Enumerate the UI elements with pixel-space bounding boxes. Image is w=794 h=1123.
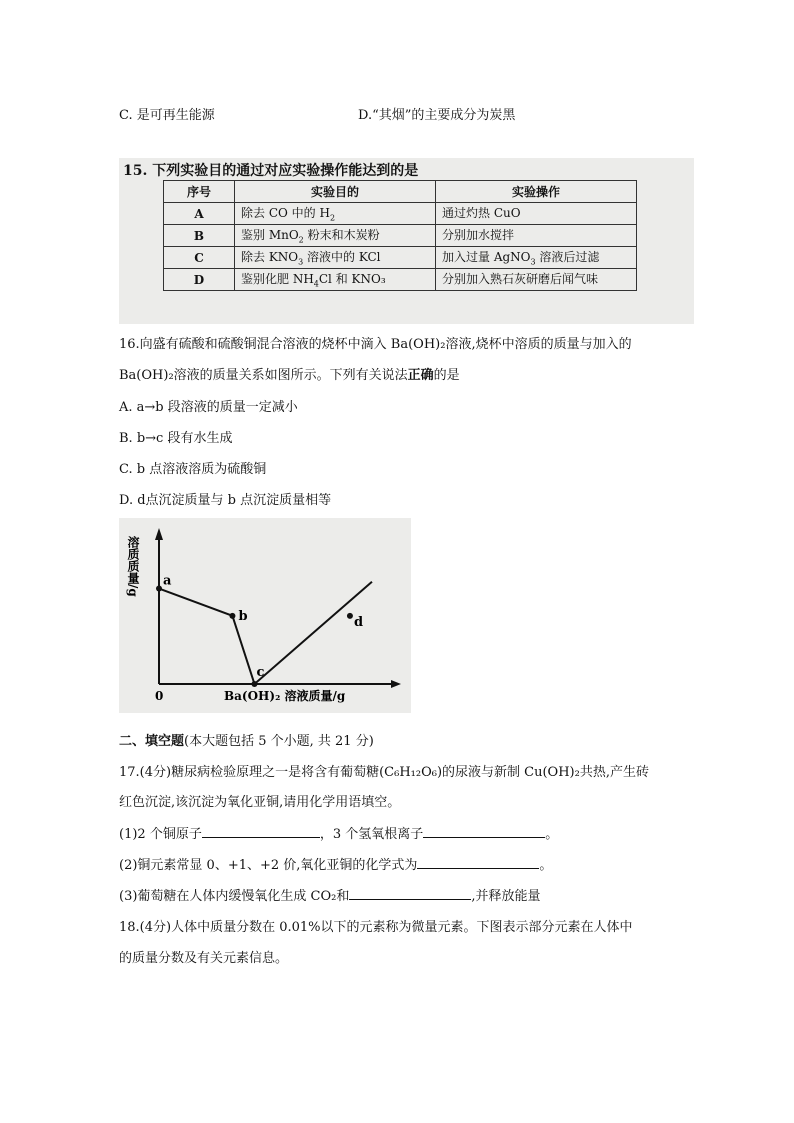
- row-id: A: [164, 203, 235, 225]
- point-label-d: d: [353, 614, 364, 630]
- q15-table: [163, 180, 637, 291]
- q16-option-a: A. a→b 段溶液的质量一定减小: [119, 400, 298, 415]
- row-operation: 分别加水搅拌: [436, 225, 637, 247]
- y-axis-arrow: [155, 528, 163, 540]
- series-line-abc: [159, 589, 254, 684]
- header-operation: 实验操作: [436, 181, 637, 203]
- point-label-b: b: [238, 608, 248, 624]
- q17-line2: 红色沉淀,该沉淀为氧化亚铜,请用化学用语填空。: [119, 795, 401, 810]
- row-goal: 除去 CO 中的 $H_2$: [235, 203, 436, 225]
- q16-option-c: C. b 点溶液溶质为硫酸铜: [119, 462, 267, 477]
- series-line-cd: [254, 582, 372, 684]
- row-operation: 加入过量 AgNO$_3$ 溶液后过滤: [436, 247, 637, 269]
- origin-label: 0: [155, 689, 164, 703]
- row-id: B: [164, 225, 235, 247]
- q18-line1: 18.(4分)人体中质量分数在 0.01%以下的元素称为微量元素。下图表示部分元素在人体中: [119, 920, 633, 935]
- table-row: [164, 247, 637, 269]
- row-operation: 分别加入熟石灰研磨后闻气味: [436, 269, 637, 291]
- header-id: 序号: [164, 181, 235, 203]
- q18-line2: 的质量分数及有关元素信息。: [119, 951, 289, 966]
- row-goal: 鉴别化肥 $NH_4Cl$ 和 KNO₃: [235, 269, 436, 291]
- option-c-previous: C. 是可再生能源: [119, 108, 215, 123]
- answer-blank[interactable]: [423, 825, 545, 838]
- q16-chart: [119, 518, 411, 713]
- row-id: C: [164, 247, 235, 269]
- q16-line1: 16.向盛有硫酸和硫酸铜混合溶液的烧杯中滴入 Ba(OH)₂溶液,烧杯中溶质的质量与加入的: [119, 337, 632, 352]
- q17-sub3: (3)葡萄糖在人体内缓慢氧化生成 CO₂和 ,并释放能量: [119, 889, 541, 904]
- answer-blank[interactable]: [349, 887, 471, 900]
- table-row: [164, 269, 637, 291]
- row-id: D: [164, 269, 235, 291]
- q16-option-b: B. b→c 段有水生成: [119, 431, 233, 446]
- q16-option-d: D. d点沉淀质量与 b 点沉淀质量相等: [119, 493, 332, 508]
- x-axis-arrow: [391, 680, 401, 688]
- q17-line1: 17.(4分)糖尿病检验原理之一是将含有葡萄糖(C₆H₁₂O₆)的尿液与新制 Cu(OH)₂共热,产生砖: [119, 765, 649, 780]
- q16-line2: Ba(OH)₂溶液的质量关系如图所示。下列有关说法正确的是: [119, 368, 460, 383]
- point-d: [347, 613, 353, 619]
- answer-blank[interactable]: [202, 825, 320, 838]
- answer-blank[interactable]: [417, 856, 539, 869]
- point-c: [251, 681, 257, 687]
- point-b: [229, 613, 235, 619]
- x-axis-label: Ba(OH)₂ 溶液质量/g: [224, 689, 346, 703]
- row-operation: 通过灼热 CuO: [436, 203, 637, 225]
- point-label-a: a: [163, 573, 172, 589]
- table-header-row: [164, 181, 637, 203]
- y-axis-label: 溶质质量/g: [126, 536, 140, 597]
- option-d-previous: D.“其烟”的主要成分为炭黑: [358, 108, 516, 123]
- table-row: [164, 203, 637, 225]
- row-goal: 鉴别 MnO$_2$ 粉末和木炭粉: [235, 225, 436, 247]
- q16-chart-scan: [119, 518, 411, 713]
- q17-sub2: (2)铜元素常显 0、+1、+2 价,氧化亚铜的化学式为 。: [119, 858, 553, 873]
- table-row: [164, 225, 637, 247]
- point-a: [156, 586, 162, 592]
- q17-sub1: (1)2 个铜原子 ，3 个氢氧根离子 。: [119, 827, 559, 842]
- point-label-c: c: [256, 665, 265, 680]
- header-goal: 实验目的: [235, 181, 436, 203]
- q15-scan: [119, 158, 694, 324]
- row-goal: 除去 $KNO_3$ 溶液中的 KCl: [235, 247, 436, 269]
- q15-title: 15. 下列实验目的通过对应实验操作能达到的是: [123, 163, 419, 179]
- section2-heading: 二、填空题(本大题包括 5 个小题, 共 21 分): [119, 734, 374, 749]
